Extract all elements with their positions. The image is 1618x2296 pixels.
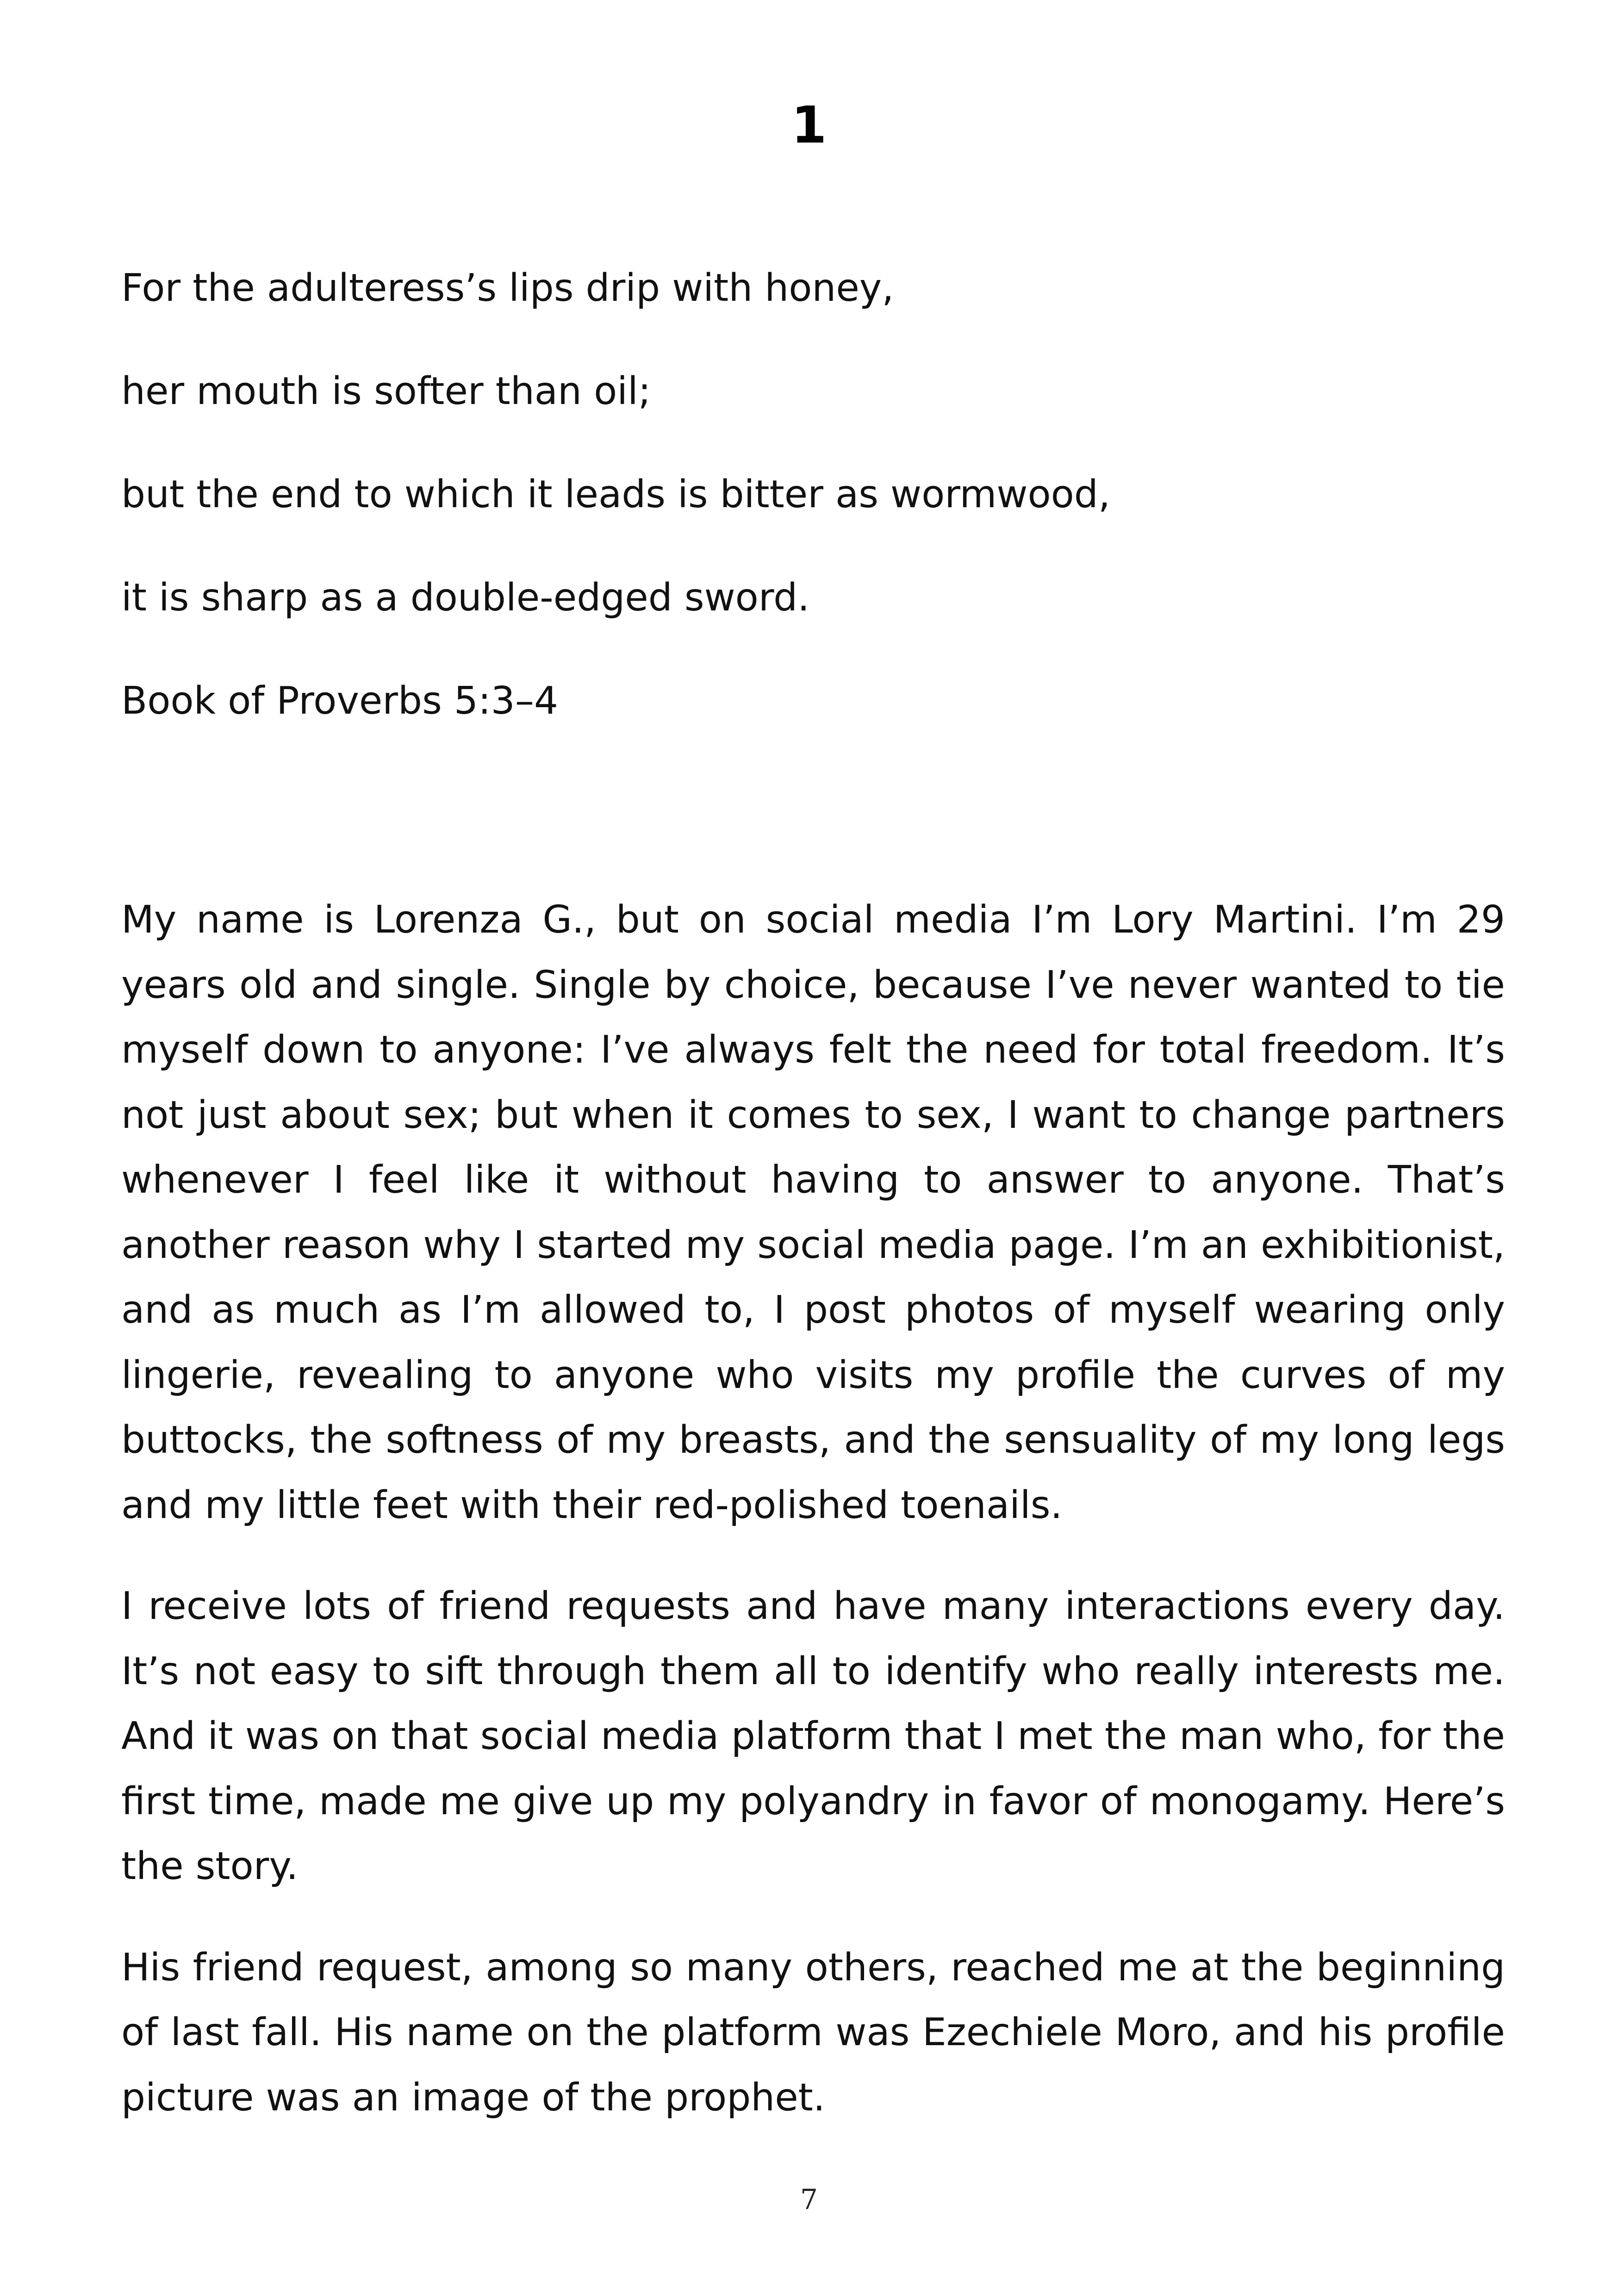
epigraph-line: it is sharp as a double-edged sword. (121, 576, 810, 620)
epigraph-line: but the end to which it leads is bitter as wormwood, (121, 473, 1110, 516)
epigraph (121, 263, 1505, 779)
page-number: 7 (800, 2184, 818, 2216)
paragraph: His friend request, among so many others, reached me at the beginning of last fall. His name on the platform was Ezechiele Moro, and his profile picture was an image of the prophet. (121, 1945, 1505, 2120)
chapter-number: 1 (791, 95, 827, 155)
epigraph-citation: Book of Proverbs 5:3–4 (121, 679, 559, 723)
paragraph: My name is Lorenza G., but on social media I’m Lory Martini. I’m 29 years old and single. Single by choice, because I’ve never wanted to tie myself down to anyone: I’ve always felt the need for total freedom. It’s not just about sex; but when it comes to sex, I want to change partners whenever I feel like it without having to answer to anyone. That’s another reason why I started my social media page. I’m an exhibitionist, and as much as I’m allowed to, I post photos of myself wearing only lingerie, revealing to anyone who visits my profile the curves of my buttocks, the softness of my breasts, and the sensuality of my long legs and my little feet with their red-polished toenails. (121, 898, 1505, 1527)
epigraph-line: For the adulteress’s lips drip with honey, (121, 266, 894, 310)
paragraph: I receive lots of friend requests and have many interactions every day. It’s not easy to sift through them all to identify who really interests me. And it was on that social media platform that I met the man who, for the first time, made me give up my polyandry in favor of monogamy. Here’s the story. (121, 1584, 1505, 1888)
body-text (121, 888, 1505, 2166)
epigraph-line: her mouth is softer than oil; (121, 369, 651, 413)
